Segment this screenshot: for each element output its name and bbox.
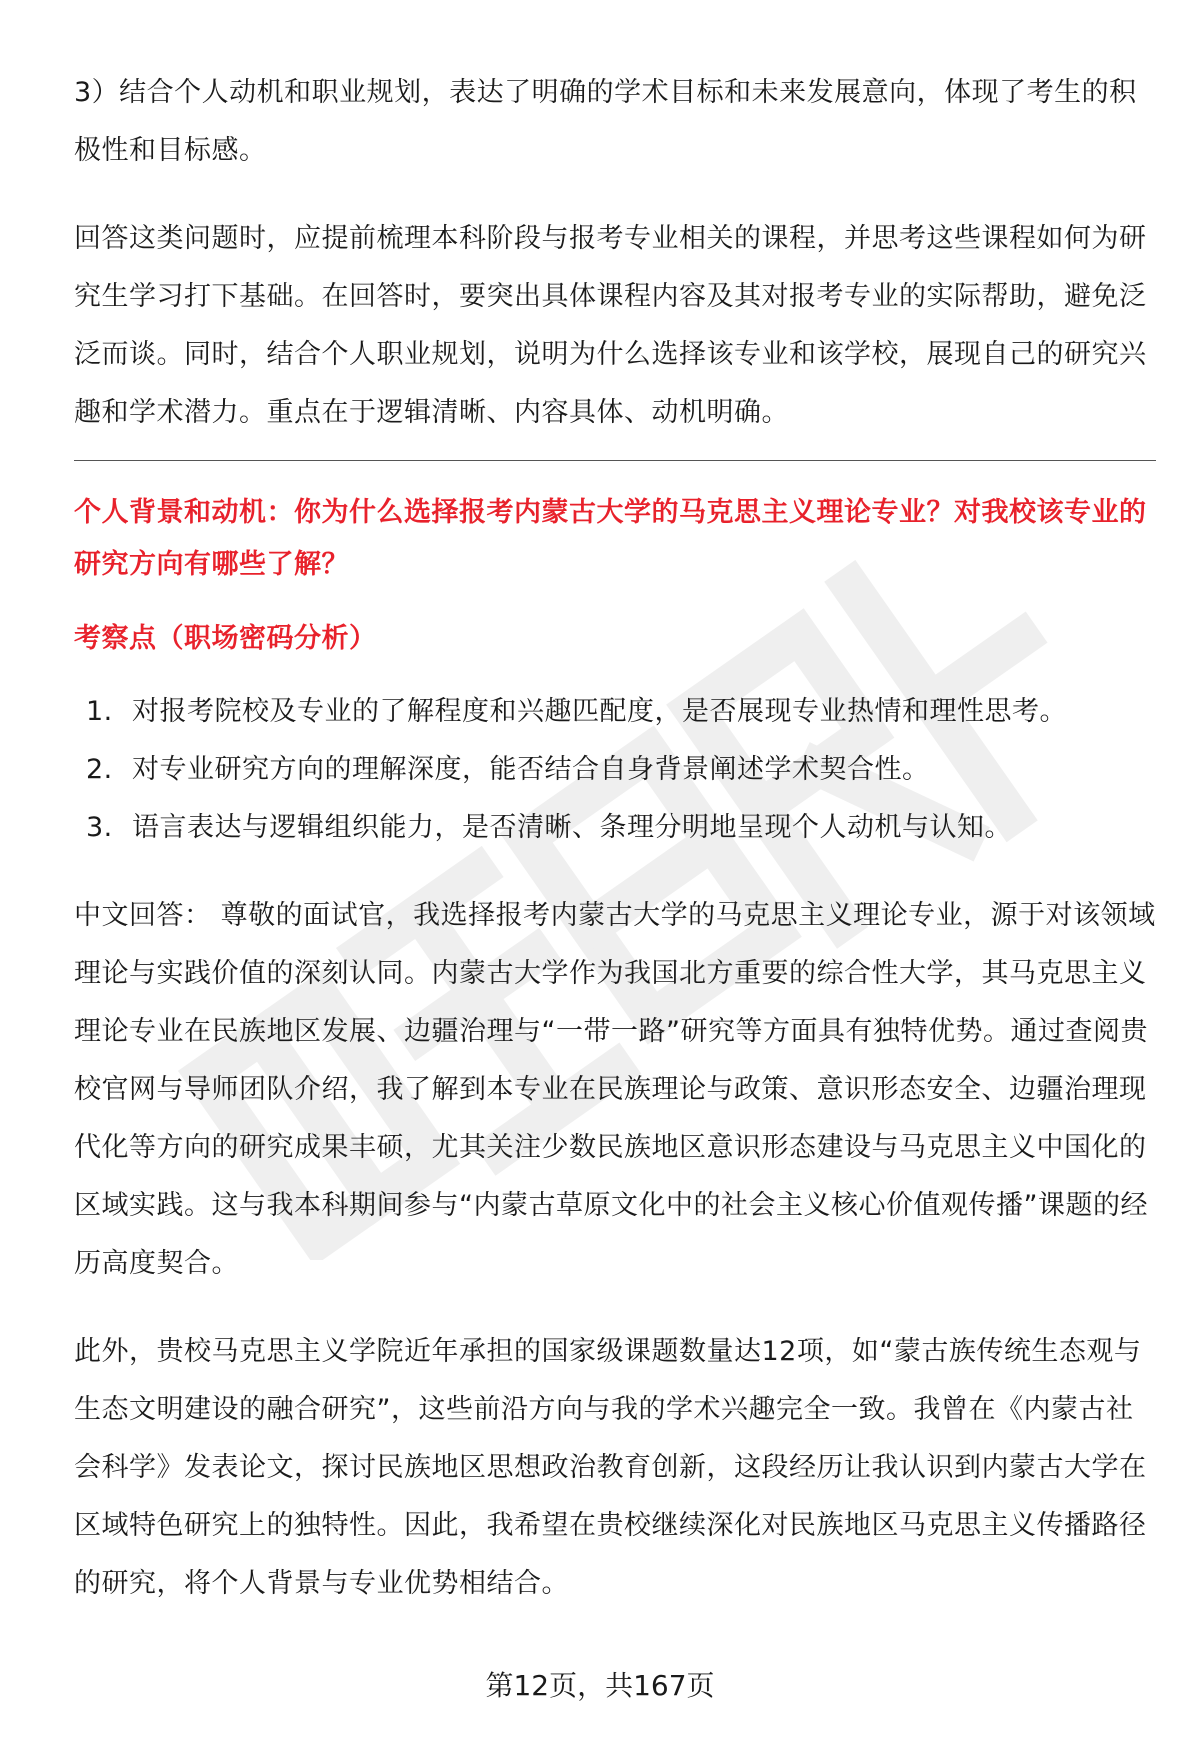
answer-paragraph-2: 此外，贵校马克思主义学院近年承担的国家级课题数量达12项，如“蒙古族传统生态观与生态文明建设的融合研究”，这些前沿方向与我的学术兴趣完全一致。我曾在《内蒙古社会科学》发表论文，探讨民族地区思想政治教育创新，这段经历让我认识到内蒙古大学在区域特色研究上的独特性。因此，我希望在贵校继续深化对民族地区马克思主义传播路径的研究，将个人背景与专业优势相结合。	[74, 1336, 1147, 1599]
list-item-number: 3.	[86, 812, 113, 843]
list-item-number: 1.	[86, 696, 113, 727]
list-item	[74, 683, 1156, 741]
advice-paragraph: 回答这类问题时，应提前梳理本科阶段与报考专业相关的课程，并思考这些课程如何为研究生学习打下基础。在回答时，要突出具体课程内容及其对报考专业的实际帮助，避免泛泛而谈。同时，结合个人职业规划，说明为什么选择该专业和该学校，展现自己的研究兴趣和学术潜力。重点在于逻辑清晰、内容具体、动机明确。	[74, 223, 1147, 428]
list-item	[74, 799, 1156, 857]
continuation-list-item: 3）结合个人动机和职业规划，表达了明确的学术目标和未来发展意向，体现了考生的积极性和目标感。	[74, 77, 1137, 166]
analysis-title: 考察点（职场密码分析）	[74, 623, 377, 654]
answer-paragraph-1: 中文回答： 尊敬的面试官，我选择报考内蒙古大学的马克思主义理论专业，源于对该领域理论与实践价值的深刻认同。内蒙古大学作为我国北方重要的综合性大学，其马克思主义理论专业在民族地区发展、边疆治理与“一带一路”研究等方面具有独特优势。通过查阅贵校官网与导师团队介绍，我了解到本专业在民族理论与政策、意识形态安全、边疆治理现代化等方向的研究成果丰硕，尤其关注少数民族地区意识形态建设与马克思主义中国化的区域实践。这与我本科期间参与“内蒙古草原文化中的社会主义核心价值观传播”课题的经历高度契合。	[74, 900, 1156, 1279]
list-item	[74, 741, 1156, 799]
document-page	[74, 64, 1156, 1613]
question-heading: 个人背景和动机：你为什么选择报考内蒙古大学的马克思主义理论专业？对我校该专业的研究方向有哪些了解？	[74, 497, 1147, 580]
page-number-footer: 第12页，共167页	[485, 1669, 715, 1702]
list-item-text: 对报考院校及专业的了解程度和兴趣匹配度，是否展现专业热情和理性思考。	[132, 696, 1067, 727]
list-item-text: 对专业研究方向的理解深度，能否结合自身背景阐述学术契合性。	[132, 754, 930, 785]
section-divider	[74, 460, 1156, 461]
analysis-points-list	[74, 683, 1156, 857]
list-item-number: 2.	[86, 754, 113, 785]
list-item-text: 语言表达与逻辑组织能力，是否清晰、条理分明地呈现个人动机与认知。	[132, 812, 1012, 843]
